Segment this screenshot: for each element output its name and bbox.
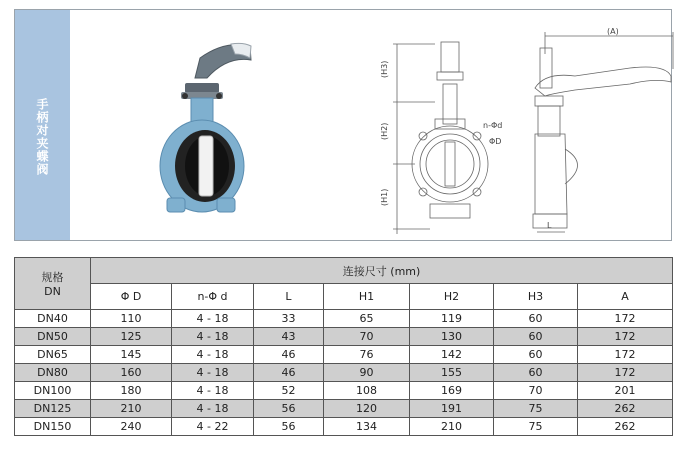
table-row <box>15 364 673 382</box>
category-sidebar <box>15 10 70 240</box>
dim-label-h2: (H2) <box>380 122 389 140</box>
table-cell: 75 <box>494 418 578 436</box>
dn-cell: DN65 <box>15 346 91 364</box>
table-cell: 191 <box>410 400 494 418</box>
table-cell: 125 <box>91 328 172 346</box>
table-cell: 262 <box>578 400 673 418</box>
table-cell: 110 <box>91 310 172 328</box>
table-cell: 33 <box>254 310 324 328</box>
table-cell: 240 <box>91 418 172 436</box>
dim-label-d: ΦD <box>489 137 502 146</box>
table-cell: 180 <box>91 382 172 400</box>
table-cell: 172 <box>578 328 673 346</box>
dn-label: DN <box>44 285 61 298</box>
table-cell: 210 <box>410 418 494 436</box>
table-cell: 119 <box>410 310 494 328</box>
table-cell: 70 <box>494 382 578 400</box>
col-header: H1 <box>324 284 410 310</box>
col-header: H2 <box>410 284 494 310</box>
table-cell: 56 <box>254 400 324 418</box>
table-cell: 160 <box>91 364 172 382</box>
dim-label-h3: (H3) <box>380 60 389 78</box>
table-cell: 172 <box>578 364 673 382</box>
table-cell: 169 <box>410 382 494 400</box>
table-cell: 90 <box>324 364 410 382</box>
spec-header <box>15 258 91 310</box>
table-row <box>15 400 673 418</box>
table-cell: 108 <box>324 382 410 400</box>
table-cell: 262 <box>578 418 673 436</box>
valve-photo <box>155 38 270 218</box>
table-row <box>15 346 673 364</box>
table-cell: 46 <box>254 346 324 364</box>
table-cell: 4 - 18 <box>172 310 254 328</box>
table-cell: 134 <box>324 418 410 436</box>
table-cell: 4 - 18 <box>172 346 254 364</box>
col-header: Φ D <box>91 284 172 310</box>
product-panel <box>14 9 672 241</box>
col-header: L <box>254 284 324 310</box>
table-cell: 4 - 22 <box>172 418 254 436</box>
dn-cell: DN50 <box>15 328 91 346</box>
table-row <box>15 418 673 436</box>
dn-cell: DN150 <box>15 418 91 436</box>
table-cell: 4 - 18 <box>172 364 254 382</box>
dim-label-h1: (H1) <box>380 188 389 206</box>
col-header: A <box>578 284 673 310</box>
table-row <box>15 382 673 400</box>
table-cell: 65 <box>324 310 410 328</box>
table-cell: 52 <box>254 382 324 400</box>
dim-label-l: L <box>547 221 552 230</box>
table-row <box>15 328 673 346</box>
table-row <box>15 310 673 328</box>
table-cell: 60 <box>494 346 578 364</box>
dim-label-a: (A) <box>607 27 619 36</box>
table-cell: 145 <box>91 346 172 364</box>
table-cell: 60 <box>494 310 578 328</box>
table-cell: 76 <box>324 346 410 364</box>
dn-cell: DN100 <box>15 382 91 400</box>
table-cell: 60 <box>494 364 578 382</box>
dimension-drawing <box>375 24 675 234</box>
table-cell: 120 <box>324 400 410 418</box>
table-cell: 60 <box>494 328 578 346</box>
table-cell: 155 <box>410 364 494 382</box>
table-cell: 142 <box>410 346 494 364</box>
dn-cell: DN80 <box>15 364 91 382</box>
table-cell: 43 <box>254 328 324 346</box>
table-cell: 210 <box>91 400 172 418</box>
category-title: 手柄对夹蝶阀 <box>35 98 49 176</box>
group-header: 连接尺寸 (mm) <box>91 258 673 284</box>
dn-cell: DN40 <box>15 310 91 328</box>
table-cell: 201 <box>578 382 673 400</box>
dimensions-table <box>14 257 673 436</box>
table-cell: 4 - 18 <box>172 400 254 418</box>
table-cell: 4 - 18 <box>172 328 254 346</box>
table-cell: 130 <box>410 328 494 346</box>
dn-cell: DN125 <box>15 400 91 418</box>
table-cell: 172 <box>578 310 673 328</box>
table-cell: 70 <box>324 328 410 346</box>
table-cell: 75 <box>494 400 578 418</box>
col-header: n-Φ d <box>172 284 254 310</box>
table-cell: 4 - 18 <box>172 382 254 400</box>
dim-label-nd: n-Φd <box>483 121 503 130</box>
table-cell: 56 <box>254 418 324 436</box>
table-cell: 172 <box>578 346 673 364</box>
spec-label: 规格 <box>41 271 64 284</box>
col-header: H3 <box>494 284 578 310</box>
table-cell: 46 <box>254 364 324 382</box>
